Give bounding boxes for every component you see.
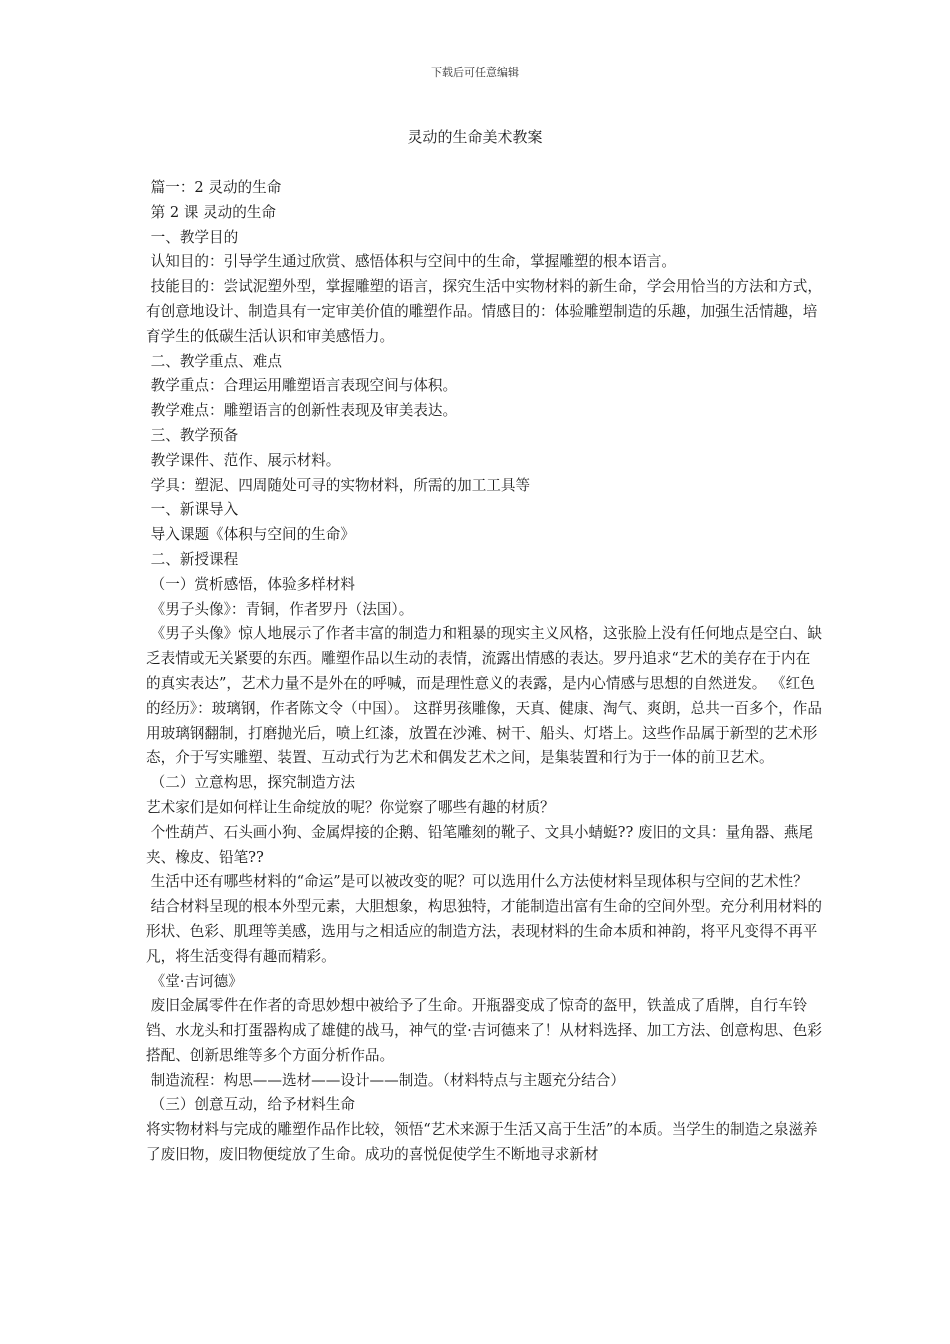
subsection-heading: （三）创意互动，给予材料生命	[146, 1096, 355, 1114]
section-heading: 一、新课导入	[146, 501, 239, 519]
paragraph: 生活中还有哪些材料的“命运”是可以被改变的呢？可以选用什么方法使材料呈现体积与空间的艺术性？	[146, 873, 808, 891]
paragraph: 废旧金属零件在作者的奇思妙想中被给予了生命。开瓶器变成了惊奇的盔甲，铁盖成了盾牌，自行车铃铛、水龙头和打蛋器构成了雄健的战马，神气的堂·吉诃德来了！从材料选择、加工方法、创意构思、色彩搭配、创新思维等多个方面分析作品。	[146, 997, 822, 1064]
paragraph: 《男子头像》：青铜，作者罗丹（法国）。	[146, 600, 414, 618]
subsection-heading: （一）赏析感悟，体验多样材料	[146, 575, 355, 593]
paragraph: 结合材料呈现的根本外型元素，大胆想象，构思独特，才能制造出富有生命的空间外型。充分利用材料的形状、色彩、肌理等美感，选用与之相适应的制造方法，表现材料的生命本质和神韵，将平凡变得不再平凡，将生活变得有趣而精彩。	[146, 898, 822, 965]
paragraph: 个性葫芦、石头画小狗、金属焊接的企鹅、铅笔雕刻的靴子、文具小蜻蜓?? 废旧的文具：量角器、燕尾夹、橡皮、铅笔??	[146, 823, 814, 866]
document-body	[146, 176, 822, 1168]
document-title: 灵动的生命美术教案	[407, 128, 543, 146]
section-heading: 三、教学预备	[146, 426, 239, 444]
paragraph: 《堂·吉诃德》	[146, 972, 243, 990]
paragraph: 制造流程：构思——选材——设计——制造。（材料特点与主题充分结合）	[146, 1071, 625, 1089]
paragraph: 教学难点：雕塑语言的创新性表现及审美表达。	[146, 402, 458, 420]
section-heading: 二、新授课程	[146, 550, 239, 568]
paragraph: 艺术家们是如何样让生命绽放的呢？你觉察了哪些有趣的材质？	[146, 798, 555, 816]
paragraph: 将实物材料与完成的雕塑作品作比较，领悟“艺术来源于生活又高于生活”的本质。当学生的制造之泉滋养了废旧物，废旧物便绽放了生命。成功的喜悦促使学生不断地寻求新材	[146, 1121, 818, 1164]
page-header-note: 下载后可任意编辑	[431, 66, 519, 79]
section-heading: 一、教学目的	[146, 228, 239, 246]
paragraph: 教学重点：合理运用雕塑语言表现空间与体积。	[146, 377, 458, 395]
paragraph: 教学课件、范作、展示材料。	[146, 451, 341, 469]
paragraph: 《男子头像》惊人地展示了作者丰富的制造力和粗暴的现实主义风格，这张脸上没有任何地点是空白、缺乏表情或无关紧要的东西。雕塑作品以生动的表情，流露出情感的表达。罗丹追求“艺术的美存在于内在的真实表达”，艺术力量不是外在的呼喊，而是理性意义的表露，是内心情感与思想的自然迸发。 《红色的经历》：玻璃钢，作者陈文令（中国）。 这群男孩雕像，天真、健康、淘气、爽朗，总共一百多个，作品用玻璃钢翻制，打磨抛光后，喷上红漆，放置在沙滩、树干、船头、灯塔上。这些作品属于新型的艺术形态，介于写实雕塑、装置、互动式行为艺术和偶发艺术之间，是集装置和行为于一体的前卫艺术。	[146, 625, 822, 767]
section-heading: 二、教学重点、难点	[146, 352, 282, 370]
paragraph: 学具：塑泥、四周随处可寻的实物材料，所需的加工工具等	[146, 476, 531, 494]
paragraph: 篇一：2 灵动的生命	[146, 179, 282, 196]
paragraph: 技能目的：尝试泥塑外型，掌握雕塑的语言，探究生活中实物材料的新生命，学会用恰当的方法和方式，有创意地设计、制造具有一定审美价值的雕塑作品。情感目的：体验雕塑制造的乐趣，加强生活情趣，培育学生的低碳生活认识和审美感悟力。	[146, 278, 822, 345]
paragraph: 导入课题《体积与空间的生命》	[146, 526, 355, 544]
paragraph: 认知目的：引导学生通过欣赏、感悟体积与空间中的生命，掌握雕塑的根本语言。	[146, 253, 677, 271]
subsection-heading: （二）立意构思，探究制造方法	[146, 774, 355, 792]
paragraph: 第 2 课 灵动的生命	[146, 203, 276, 221]
